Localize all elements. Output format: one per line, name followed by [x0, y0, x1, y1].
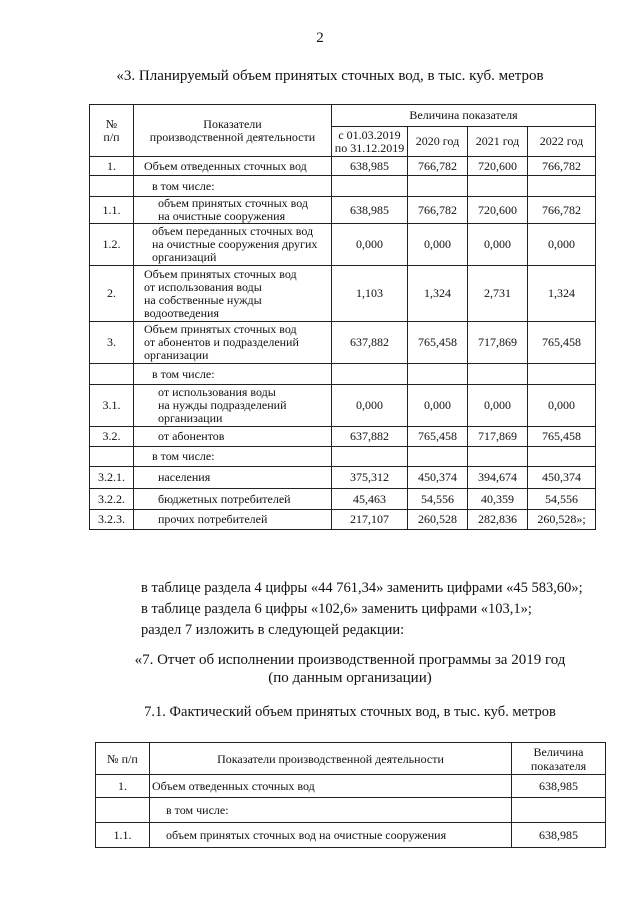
- row-value: 717,869: [468, 322, 528, 364]
- row-value: [332, 447, 408, 467]
- row-value: 766,782: [408, 157, 468, 176]
- planned-wastewater-table: [89, 104, 596, 530]
- table-row: [96, 798, 606, 823]
- row-value: 40,359: [468, 489, 528, 510]
- header-indicators: Показатели производственной деятельности: [134, 105, 332, 157]
- row-value: 1,103: [332, 266, 408, 322]
- row-value: 766,782: [528, 157, 596, 176]
- row-value: 45,463: [332, 489, 408, 510]
- table-row: [90, 427, 596, 447]
- page-number: 2: [316, 30, 324, 46]
- row-value: 394,674: [468, 467, 528, 489]
- row-value: 0,000: [468, 385, 528, 427]
- t2-header-value: Величина показателя: [512, 743, 606, 775]
- row-num: 3.2.3.: [90, 510, 134, 530]
- row-value: [528, 447, 596, 467]
- row-value: 1,324: [408, 266, 468, 322]
- row-label: населения: [134, 467, 332, 489]
- row-num: 1.: [96, 775, 150, 798]
- row-label: в том числе:: [134, 176, 332, 197]
- table-row: [90, 385, 596, 427]
- row-value: 765,458: [408, 322, 468, 364]
- row-num: 2.: [90, 266, 134, 322]
- t2-header-num: № п/п: [96, 743, 150, 775]
- section7-subtitle-source: (по данным организации): [268, 670, 432, 686]
- row-num: 1.2.: [90, 224, 134, 266]
- row-label: от использования воды на нужды подразделений организации: [134, 385, 332, 427]
- row-value: 0,000: [528, 224, 596, 266]
- table-row: [90, 467, 596, 489]
- section71-title: 7.1. Фактический объем принятых сточных вод, в тыс. куб. метров: [144, 704, 556, 720]
- row-num: 3.2.1.: [90, 467, 134, 489]
- header-value-group: Величина показателя: [332, 105, 596, 127]
- row-value: 2,731: [468, 266, 528, 322]
- row-value: 638,985: [332, 197, 408, 224]
- row-value: [468, 176, 528, 197]
- instruction-1: в таблице раздела 4 цифры «44 761,34» заменить цифрами «45 583,60»;: [141, 580, 583, 596]
- row-num: 3.2.: [90, 427, 134, 447]
- row-value: 766,782: [528, 197, 596, 224]
- row-label: Объем отведенных сточных вод: [134, 157, 332, 176]
- row-num: 1.1.: [96, 823, 150, 848]
- row-value: [332, 364, 408, 385]
- row-value: 765,458: [528, 322, 596, 364]
- table-row: [90, 197, 596, 224]
- row-label: объем принятых сточных вод на очистные сооружения: [134, 197, 332, 224]
- actual-wastewater-table: [95, 742, 606, 848]
- row-value: 720,600: [468, 197, 528, 224]
- row-value: 450,374: [528, 467, 596, 489]
- row-label: объем принятых сточных вод на очистные сооружения: [150, 823, 512, 848]
- row-num: [90, 176, 134, 197]
- section7-title: «7. Отчет об исполнении производственной программы за 2019 год: [134, 652, 566, 668]
- row-label: Объем принятых сточных вод от использования воды на собственные нужды водоотведения: [134, 266, 332, 322]
- row-label: от абонентов: [134, 427, 332, 447]
- row-value: [512, 798, 606, 823]
- table-row: [90, 364, 596, 385]
- row-value: 260,528: [408, 510, 468, 530]
- header-num: № п/п: [90, 105, 134, 157]
- row-value: 638,985: [332, 157, 408, 176]
- row-value: 217,107: [332, 510, 408, 530]
- table-row: [90, 322, 596, 364]
- row-label: в том числе:: [150, 798, 512, 823]
- instruction-2: в таблице раздела 6 цифры «102,6» заменить цифрами «103,1»;: [141, 601, 532, 617]
- row-label: объем переданных сточных вод на очистные сооружения других организаций: [134, 224, 332, 266]
- row-value: 766,782: [408, 197, 468, 224]
- table-row: [90, 266, 596, 322]
- table-row: [90, 510, 596, 530]
- table-row: [90, 447, 596, 467]
- header-period-2020: 2020 год: [408, 127, 468, 157]
- row-label: бюджетных потребителей: [134, 489, 332, 510]
- table-row: [96, 775, 606, 798]
- row-label: прочих потребителей: [134, 510, 332, 530]
- row-num: 3.1.: [90, 385, 134, 427]
- row-value: [408, 364, 468, 385]
- row-value: 638,985: [512, 823, 606, 848]
- row-value: 54,556: [408, 489, 468, 510]
- table-row: [90, 224, 596, 266]
- table-row: [90, 489, 596, 510]
- row-value: 765,458: [408, 427, 468, 447]
- row-label: Объем отведенных сточных вод: [150, 775, 512, 798]
- row-value: 0,000: [332, 224, 408, 266]
- table1-title: «3. Планируемый объем принятых сточных вод, в тыс. куб. метров: [116, 68, 544, 84]
- row-value: [408, 176, 468, 197]
- row-label: Объем принятых сточных вод от абонентов и подразделений организации: [134, 322, 332, 364]
- row-value: 375,312: [332, 467, 408, 489]
- row-value: 720,600: [468, 157, 528, 176]
- row-num: [96, 798, 150, 823]
- row-value: 0,000: [408, 385, 468, 427]
- row-value: [528, 176, 596, 197]
- row-value: 637,882: [332, 427, 408, 447]
- table-row: [96, 823, 606, 848]
- row-value: 0,000: [528, 385, 596, 427]
- row-num: 3.2.2.: [90, 489, 134, 510]
- row-value: [468, 364, 528, 385]
- row-value: 765,458: [528, 427, 596, 447]
- row-label: в том числе:: [134, 364, 332, 385]
- t2-header-indicators: Показатели производственной деятельности: [150, 743, 512, 775]
- row-value: 0,000: [468, 224, 528, 266]
- row-value: 282,836: [468, 510, 528, 530]
- row-value: 638,985: [512, 775, 606, 798]
- header-period-2022: 2022 год: [528, 127, 596, 157]
- row-num: 1.: [90, 157, 134, 176]
- row-value: [408, 447, 468, 467]
- header-period-2021: 2021 год: [468, 127, 528, 157]
- row-value: 260,528»;: [528, 510, 596, 530]
- row-num: [90, 447, 134, 467]
- header-period-2019: с 01.03.2019 по 31.12.2019: [332, 127, 408, 157]
- row-value: 54,556: [528, 489, 596, 510]
- row-value: 637,882: [332, 322, 408, 364]
- row-value: [332, 176, 408, 197]
- row-value: 0,000: [408, 224, 468, 266]
- row-label: в том числе:: [134, 447, 332, 467]
- row-value: 717,869: [468, 427, 528, 447]
- row-value: [468, 447, 528, 467]
- row-value: 0,000: [332, 385, 408, 427]
- instruction-3: раздел 7 изложить в следующей редакции:: [141, 622, 405, 638]
- table-row: [90, 157, 596, 176]
- row-value: 1,324: [528, 266, 596, 322]
- row-num: 3.: [90, 322, 134, 364]
- table-row: [90, 176, 596, 197]
- row-num: [90, 364, 134, 385]
- row-value: 450,374: [408, 467, 468, 489]
- row-num: 1.1.: [90, 197, 134, 224]
- row-value: [528, 364, 596, 385]
